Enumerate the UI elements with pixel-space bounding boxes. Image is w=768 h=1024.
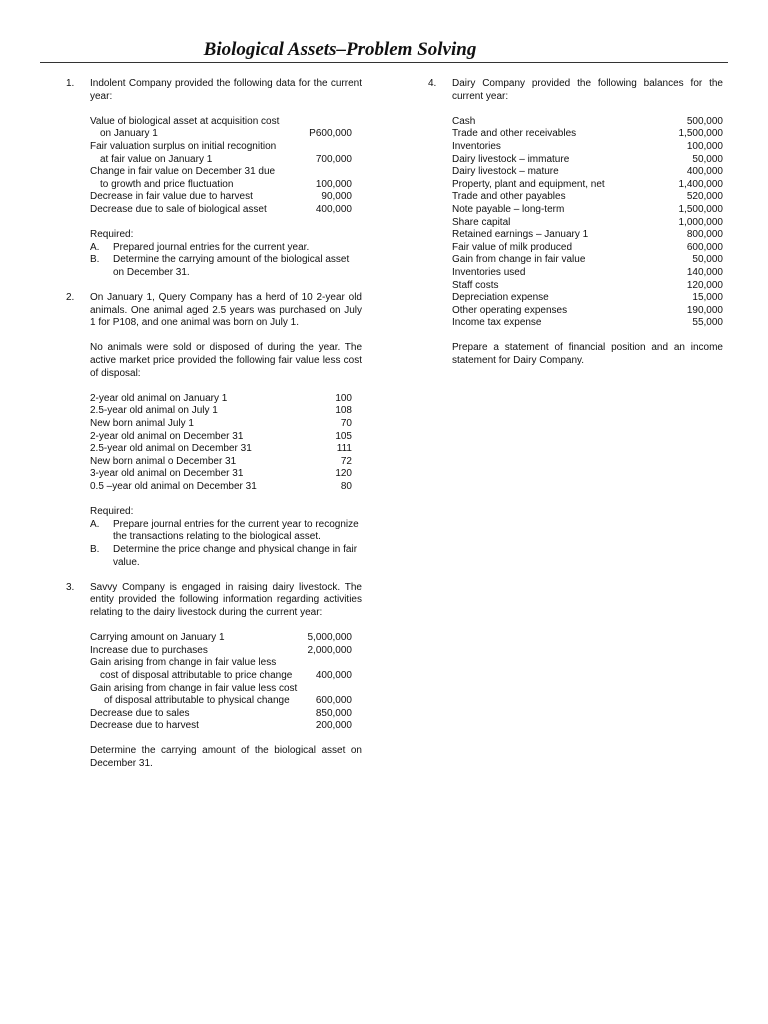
right-column (428, 78, 723, 368)
problem-intro: Dairy Company provided the following balances for the current year: (452, 78, 723, 102)
list-item: Inventories 100,000 (452, 140, 723, 152)
list-item: Decrease due to sales 850,000 (90, 707, 352, 719)
problem-2 (66, 292, 362, 569)
list-item: Carrying amount on January 1 5,000,000 (90, 632, 352, 644)
list-item: Change in fair value on December 31 due (90, 166, 276, 178)
list-item: Income tax expense 55,000 (452, 317, 723, 329)
required-heading: Required: (90, 506, 134, 518)
list-item: Fair value of milk produced 600,000 (452, 241, 723, 253)
list-item: 2-year old animal on January 1 100 (90, 392, 352, 404)
problem-conclusion: Determine the carrying amount of the biological asset on December 31. (90, 745, 362, 770)
list-item: Other operating expenses 190,000 (452, 304, 723, 316)
list-item: Decrease due to harvest 200,000 (90, 720, 352, 732)
list-item: 0.5 –year old animal on December 31 80 (90, 481, 352, 492)
list-item: Share capital 1,000,000 (452, 216, 723, 228)
problem-intro: On January 1, Query Company has a herd of 10 2-year old animals. One animal aged 2.5 years was purchased on July 1 for P108, and one animal was born on July 1. (90, 292, 362, 329)
list-item: New born animal July 1 70 (90, 418, 352, 430)
list-item: Dairy livestock – immature 50,000 (452, 153, 723, 165)
data-list (90, 393, 362, 494)
page-title: Biological Assets–Problem Solving (203, 39, 477, 60)
list-item: New born animal o December 31 72 (90, 455, 352, 467)
list-item: Retained earnings – January 1 800,000 (452, 229, 723, 241)
problem-intro: Savvy Company is engaged in raising dairy livestock. The entity provided the following information regarding activities relating to the dairy livestock during the current year: (90, 581, 362, 618)
list-item: Gain from change in fair value 50,000 (452, 254, 723, 266)
problem-paragraph: No animals were sold or disposed of during the year. The active market price provided the following fair value less cost of disposal: (90, 342, 362, 379)
left-column (66, 78, 362, 771)
list-item: Inventories used 140,000 (452, 266, 723, 278)
data-list (90, 632, 362, 733)
required-item: A. Prepare journal entries for the current year to recognize the transactions relating to the biological asset. (90, 518, 359, 543)
list-item: cost of disposal attributable to price change 400,000 (100, 669, 352, 681)
problem-conclusion: Prepare a statement of financial position and an income statement for Dairy Company. (452, 342, 723, 367)
list-item: Fair valuation surplus on initial recognition (90, 140, 277, 152)
problem-4 (428, 78, 723, 368)
list-item: Dairy livestock – mature 400,000 (452, 166, 723, 178)
title-divider (40, 62, 728, 63)
list-item: of disposal attributable to physical change 600,000 (104, 695, 352, 707)
problem-number: 2. (66, 292, 75, 304)
required-item: A. Prepared journal entries for the current year. (90, 241, 310, 253)
list-item: 2-year old animal on December 31 105 (90, 430, 352, 442)
problem-intro: Indolent Company provided the following data for the current year: (90, 78, 362, 102)
problem-3 (66, 582, 362, 771)
data-list (90, 116, 362, 217)
balances-list (452, 116, 723, 330)
required-item: B. Determine the price change and physical change in fair value. (90, 543, 358, 568)
list-item: Staff costs 120,000 (452, 279, 723, 291)
list-item: 2.5-year old animal on July 1 108 (90, 405, 352, 417)
list-item: Trade and other payables 520,000 (452, 191, 723, 203)
list-item: Cash 500,000 (452, 115, 723, 127)
list-item: to growth and price fluctuation 100,000 (100, 178, 352, 190)
list-item: Depreciation expense 15,000 (452, 292, 723, 304)
list-item: 3-year old animal on December 31 120 (90, 468, 352, 480)
problem-number: 1. (66, 78, 75, 89)
problem-1 (66, 78, 362, 280)
list-item: Gain arising from change in fair value less (90, 657, 277, 669)
problem-number: 3. (66, 581, 75, 593)
required-item: B. Determine the carrying amount of the biological asset on December 31. (90, 254, 350, 278)
list-item: on January 1 P600,000 (100, 128, 352, 140)
list-item: Note payable – long-term 1,500,000 (452, 203, 723, 215)
list-item: 2.5-year old animal on December 31 111 (90, 443, 352, 455)
problem-number: 4. (428, 78, 437, 89)
list-item: Decrease in fair value due to harvest 90,000 (90, 191, 352, 203)
list-item: Value of biological asset at acquisition cost (90, 115, 280, 127)
list-item: Decrease due to sale of biological asset 400,000 (90, 203, 352, 215)
list-item: Gain arising from change in fair value less cost (90, 682, 298, 694)
list-item: Increase due to purchases 2,000,000 (90, 644, 352, 656)
required-heading: Required: (90, 229, 134, 241)
list-item: Property, plant and equipment, net 1,400,000 (452, 178, 723, 190)
list-item: Trade and other receivables 1,500,000 (452, 128, 723, 140)
list-item: at fair value on January 1 700,000 (100, 153, 352, 165)
